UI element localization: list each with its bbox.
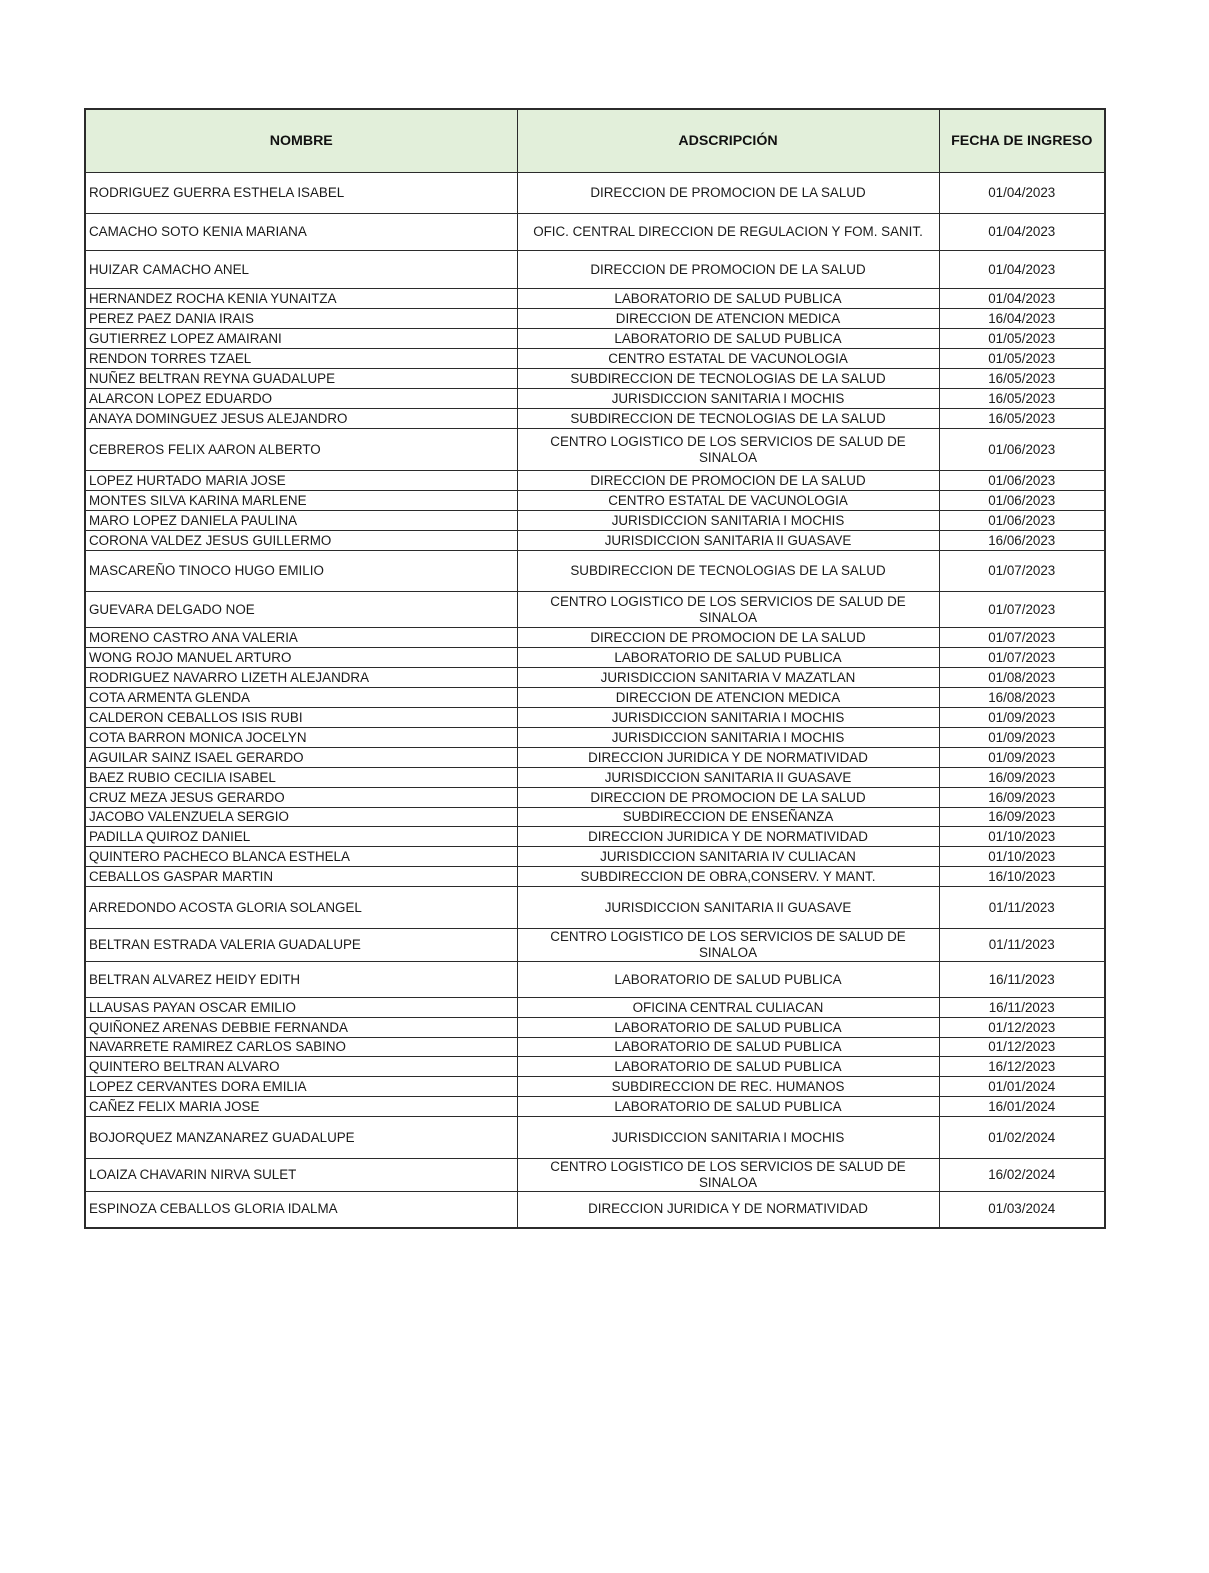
table-row (85, 471, 1105, 491)
table-row (85, 867, 1105, 887)
table-row (85, 688, 1105, 708)
cell-fecha-de-ingreso: 16/08/2023 (939, 688, 1105, 708)
cell-adscripcion: CENTRO ESTATAL DE VACUNOLOGIA (517, 491, 939, 511)
cell-fecha-de-ingreso: 01/10/2023 (939, 847, 1105, 867)
cell-adscripcion: JURISDICCION SANITARIA I MOCHIS (517, 511, 939, 531)
cell-nombre: CEBALLOS GASPAR MARTIN (85, 867, 517, 887)
cell-adscripcion: CENTRO ESTATAL DE VACUNOLOGIA (517, 349, 939, 369)
table-row (85, 827, 1105, 847)
cell-adscripcion: LABORATORIO DE SALUD PUBLICA (517, 648, 939, 668)
cell-nombre: QUIÑONEZ ARENAS DEBBIE FERNANDA (85, 1018, 517, 1038)
cell-fecha-de-ingreso: 16/09/2023 (939, 768, 1105, 788)
cell-nombre: NAVARRETE RAMIREZ CARLOS SABINO (85, 1038, 517, 1057)
table-row (85, 173, 1105, 214)
cell-fecha-de-ingreso: 01/11/2023 (939, 887, 1105, 929)
cell-adscripcion: DIRECCION DE PROMOCION DE LA SALUD (517, 788, 939, 808)
cell-adscripcion: CENTRO LOGISTICO DE LOS SERVICIOS DE SALUD DE SINALOA (517, 592, 939, 628)
cell-adscripcion: CENTRO LOGISTICO DE LOS SERVICIOS DE SALUD DE SINALOA (517, 1159, 939, 1192)
cell-adscripcion: SUBDIRECCION DE TECNOLOGIAS DE LA SALUD (517, 409, 939, 429)
table-row (85, 808, 1105, 827)
cell-fecha-de-ingreso: 16/12/2023 (939, 1057, 1105, 1077)
cell-adscripcion: LABORATORIO DE SALUD PUBLICA (517, 1038, 939, 1057)
table-row (85, 929, 1105, 962)
cell-nombre: HERNANDEZ ROCHA KENIA YUNAITZA (85, 289, 517, 309)
cell-adscripcion: LABORATORIO DE SALUD PUBLICA (517, 1097, 939, 1117)
cell-nombre: LLAUSAS PAYAN OSCAR EMILIO (85, 998, 517, 1018)
cell-adscripcion: JURISDICCION SANITARIA II GUASAVE (517, 887, 939, 929)
cell-nombre: GUEVARA DELGADO NOE (85, 592, 517, 628)
table-row (85, 1038, 1105, 1057)
cell-fecha-de-ingreso: 01/09/2023 (939, 708, 1105, 728)
cell-fecha-de-ingreso: 01/06/2023 (939, 491, 1105, 511)
table-body (85, 173, 1105, 1228)
cell-nombre: GUTIERREZ LOPEZ AMAIRANI (85, 329, 517, 349)
cell-adscripcion: LABORATORIO DE SALUD PUBLICA (517, 289, 939, 309)
cell-nombre: MASCAREÑO TINOCO HUGO EMILIO (85, 551, 517, 592)
cell-fecha-de-ingreso: 01/04/2023 (939, 289, 1105, 309)
cell-nombre: BELTRAN ESTRADA VALERIA GUADALUPE (85, 929, 517, 962)
table-row (85, 329, 1105, 349)
cell-adscripcion: SUBDIRECCION DE OBRA,CONSERV. Y MANT. (517, 867, 939, 887)
cell-fecha-de-ingreso: 01/07/2023 (939, 628, 1105, 648)
column-header-fecha-de-ingreso: FECHA DE INGRESO (939, 109, 1105, 173)
cell-nombre: RODRIGUEZ NAVARRO LIZETH ALEJANDRA (85, 668, 517, 688)
cell-fecha-de-ingreso: 01/07/2023 (939, 648, 1105, 668)
cell-nombre: AGUILAR SAINZ ISAEL GERARDO (85, 748, 517, 768)
cell-adscripcion: CENTRO LOGISTICO DE LOS SERVICIOS DE SALUD DE SINALOA (517, 929, 939, 962)
table-row (85, 214, 1105, 251)
table-row (85, 887, 1105, 929)
table-row (85, 289, 1105, 309)
table-row (85, 251, 1105, 289)
table-row (85, 708, 1105, 728)
cell-adscripcion: LABORATORIO DE SALUD PUBLICA (517, 1057, 939, 1077)
table-row (85, 748, 1105, 768)
cell-fecha-de-ingreso: 01/05/2023 (939, 329, 1105, 349)
cell-fecha-de-ingreso: 16/09/2023 (939, 788, 1105, 808)
cell-nombre: QUINTERO BELTRAN ALVARO (85, 1057, 517, 1077)
cell-adscripcion: DIRECCION DE ATENCION MEDICA (517, 688, 939, 708)
table-row (85, 491, 1105, 511)
cell-nombre: ALARCON LOPEZ EDUARDO (85, 389, 517, 409)
cell-adscripcion: SUBDIRECCION DE TECNOLOGIAS DE LA SALUD (517, 369, 939, 389)
cell-nombre: JACOBO VALENZUELA SERGIO (85, 808, 517, 827)
cell-nombre: LOPEZ HURTADO MARIA JOSE (85, 471, 517, 491)
cell-fecha-de-ingreso: 16/09/2023 (939, 808, 1105, 827)
cell-fecha-de-ingreso: 16/04/2023 (939, 309, 1105, 329)
cell-fecha-de-ingreso: 16/05/2023 (939, 409, 1105, 429)
table-row (85, 531, 1105, 551)
cell-fecha-de-ingreso: 16/10/2023 (939, 867, 1105, 887)
table-row (85, 728, 1105, 748)
cell-fecha-de-ingreso: 01/07/2023 (939, 551, 1105, 592)
cell-nombre: LOAIZA CHAVARIN NIRVA SULET (85, 1159, 517, 1192)
cell-adscripcion: LABORATORIO DE SALUD PUBLICA (517, 1018, 939, 1038)
cell-adscripcion: DIRECCION JURIDICA Y DE NORMATIVIDAD (517, 748, 939, 768)
cell-adscripcion: OFICINA CENTRAL CULIACAN (517, 998, 939, 1018)
cell-adscripcion: JURISDICCION SANITARIA V MAZATLAN (517, 668, 939, 688)
table-row (85, 429, 1105, 471)
cell-adscripcion: JURISDICCION SANITARIA I MOCHIS (517, 728, 939, 748)
cell-nombre: CAMACHO SOTO KENIA MARIANA (85, 214, 517, 251)
cell-adscripcion: OFIC. CENTRAL DIRECCION DE REGULACION Y FOM. SANIT. (517, 214, 939, 251)
personnel-table (84, 108, 1106, 1229)
cell-fecha-de-ingreso: 01/12/2023 (939, 1018, 1105, 1038)
cell-fecha-de-ingreso: 01/07/2023 (939, 592, 1105, 628)
cell-fecha-de-ingreso: 01/08/2023 (939, 668, 1105, 688)
cell-nombre: MONTES SILVA KARINA MARLENE (85, 491, 517, 511)
table-row (85, 788, 1105, 808)
cell-nombre: CEBREROS FELIX AARON ALBERTO (85, 429, 517, 471)
cell-nombre: CRUZ MEZA JESUS GERARDO (85, 788, 517, 808)
cell-fecha-de-ingreso: 01/03/2024 (939, 1192, 1105, 1228)
table-row (85, 309, 1105, 329)
cell-nombre: COTA BARRON MONICA JOCELYN (85, 728, 517, 748)
cell-adscripcion: JURISDICCION SANITARIA IV CULIACAN (517, 847, 939, 867)
cell-adscripcion: JURISDICCION SANITARIA I MOCHIS (517, 1117, 939, 1159)
table-row (85, 962, 1105, 998)
cell-fecha-de-ingreso: 01/12/2023 (939, 1038, 1105, 1057)
cell-nombre: BAEZ RUBIO CECILIA ISABEL (85, 768, 517, 788)
table-row (85, 847, 1105, 867)
cell-nombre: MORENO CASTRO ANA VALERIA (85, 628, 517, 648)
cell-fecha-de-ingreso: 16/11/2023 (939, 998, 1105, 1018)
cell-fecha-de-ingreso: 01/06/2023 (939, 429, 1105, 471)
column-header-adscripcion: ADSCRIPCIÓN (517, 109, 939, 173)
cell-adscripcion: DIRECCION DE PROMOCION DE LA SALUD (517, 471, 939, 491)
cell-adscripcion: CENTRO LOGISTICO DE LOS SERVICIOS DE SALUD DE SINALOA (517, 429, 939, 471)
cell-nombre: PADILLA QUIROZ DANIEL (85, 827, 517, 847)
cell-fecha-de-ingreso: 01/04/2023 (939, 214, 1105, 251)
table-row (85, 1097, 1105, 1117)
cell-nombre: CORONA VALDEZ JESUS GUILLERMO (85, 531, 517, 551)
table-row (85, 511, 1105, 531)
cell-adscripcion: DIRECCION JURIDICA Y DE NORMATIVIDAD (517, 1192, 939, 1228)
cell-nombre: CALDERON CEBALLOS ISIS RUBI (85, 708, 517, 728)
table-row (85, 551, 1105, 592)
table-row (85, 1117, 1105, 1159)
cell-nombre: ESPINOZA CEBALLOS GLORIA IDALMA (85, 1192, 517, 1228)
cell-nombre: RENDON TORRES TZAEL (85, 349, 517, 369)
cell-nombre: MARO LOPEZ DANIELA PAULINA (85, 511, 517, 531)
cell-adscripcion: DIRECCION JURIDICA Y DE NORMATIVIDAD (517, 827, 939, 847)
table-row (85, 1159, 1105, 1192)
table-row (85, 768, 1105, 788)
cell-nombre: BOJORQUEZ MANZANAREZ GUADALUPE (85, 1117, 517, 1159)
table-header-row (85, 109, 1105, 173)
table-row (85, 1057, 1105, 1077)
cell-adscripcion: DIRECCION DE PROMOCION DE LA SALUD (517, 173, 939, 214)
cell-adscripcion: JURISDICCION SANITARIA II GUASAVE (517, 768, 939, 788)
cell-adscripcion: DIRECCION DE ATENCION MEDICA (517, 309, 939, 329)
cell-adscripcion: DIRECCION DE PROMOCION DE LA SALUD (517, 628, 939, 648)
cell-fecha-de-ingreso: 16/01/2024 (939, 1097, 1105, 1117)
cell-nombre: ARREDONDO ACOSTA GLORIA SOLANGEL (85, 887, 517, 929)
table-row (85, 409, 1105, 429)
cell-adscripcion: SUBDIRECCION DE ENSEÑANZA (517, 808, 939, 827)
cell-nombre: QUINTERO PACHECO BLANCA ESTHELA (85, 847, 517, 867)
cell-fecha-de-ingreso: 16/05/2023 (939, 389, 1105, 409)
table-row (85, 349, 1105, 369)
cell-adscripcion: LABORATORIO DE SALUD PUBLICA (517, 329, 939, 349)
cell-nombre: WONG ROJO MANUEL ARTURO (85, 648, 517, 668)
cell-nombre: RODRIGUEZ GUERRA ESTHELA ISABEL (85, 173, 517, 214)
cell-fecha-de-ingreso: 01/09/2023 (939, 728, 1105, 748)
cell-fecha-de-ingreso: 01/06/2023 (939, 471, 1105, 491)
cell-adscripcion: JURISDICCION SANITARIA I MOCHIS (517, 708, 939, 728)
cell-adscripcion: SUBDIRECCION DE REC. HUMANOS (517, 1077, 939, 1097)
cell-fecha-de-ingreso: 16/05/2023 (939, 369, 1105, 389)
cell-adscripcion: LABORATORIO DE SALUD PUBLICA (517, 962, 939, 998)
cell-adscripcion: JURISDICCION SANITARIA I MOCHIS (517, 389, 939, 409)
cell-adscripcion: JURISDICCION SANITARIA II GUASAVE (517, 531, 939, 551)
table-row (85, 369, 1105, 389)
table-row (85, 1018, 1105, 1038)
cell-fecha-de-ingreso: 01/11/2023 (939, 929, 1105, 962)
cell-nombre: BELTRAN ALVAREZ HEIDY EDITH (85, 962, 517, 998)
cell-nombre: LOPEZ CERVANTES DORA EMILIA (85, 1077, 517, 1097)
table-row (85, 1077, 1105, 1097)
table-row (85, 628, 1105, 648)
cell-fecha-de-ingreso: 16/06/2023 (939, 531, 1105, 551)
cell-fecha-de-ingreso: 01/05/2023 (939, 349, 1105, 369)
cell-nombre: PEREZ PAEZ DANIA IRAIS (85, 309, 517, 329)
cell-fecha-de-ingreso: 01/04/2023 (939, 173, 1105, 214)
cell-fecha-de-ingreso: 01/02/2024 (939, 1117, 1105, 1159)
cell-nombre: CAÑEZ FELIX MARIA JOSE (85, 1097, 517, 1117)
cell-adscripcion: SUBDIRECCION DE TECNOLOGIAS DE LA SALUD (517, 551, 939, 592)
table-row (85, 998, 1105, 1018)
table-row (85, 389, 1105, 409)
cell-nombre: NUÑEZ BELTRAN REYNA GUADALUPE (85, 369, 517, 389)
cell-fecha-de-ingreso: 01/06/2023 (939, 511, 1105, 531)
table-row (85, 648, 1105, 668)
cell-fecha-de-ingreso: 01/01/2024 (939, 1077, 1105, 1097)
cell-fecha-de-ingreso: 01/04/2023 (939, 251, 1105, 289)
table-row (85, 668, 1105, 688)
column-header-nombre: NOMBRE (85, 109, 517, 173)
cell-fecha-de-ingreso: 16/02/2024 (939, 1159, 1105, 1192)
cell-nombre: ANAYA DOMINGUEZ JESUS ALEJANDRO (85, 409, 517, 429)
cell-nombre: HUIZAR CAMACHO ANEL (85, 251, 517, 289)
cell-fecha-de-ingreso: 01/10/2023 (939, 827, 1105, 847)
cell-adscripcion: DIRECCION DE PROMOCION DE LA SALUD (517, 251, 939, 289)
table-row (85, 1192, 1105, 1228)
table-row (85, 592, 1105, 628)
cell-fecha-de-ingreso: 01/09/2023 (939, 748, 1105, 768)
cell-nombre: COTA ARMENTA GLENDA (85, 688, 517, 708)
cell-fecha-de-ingreso: 16/11/2023 (939, 962, 1105, 998)
